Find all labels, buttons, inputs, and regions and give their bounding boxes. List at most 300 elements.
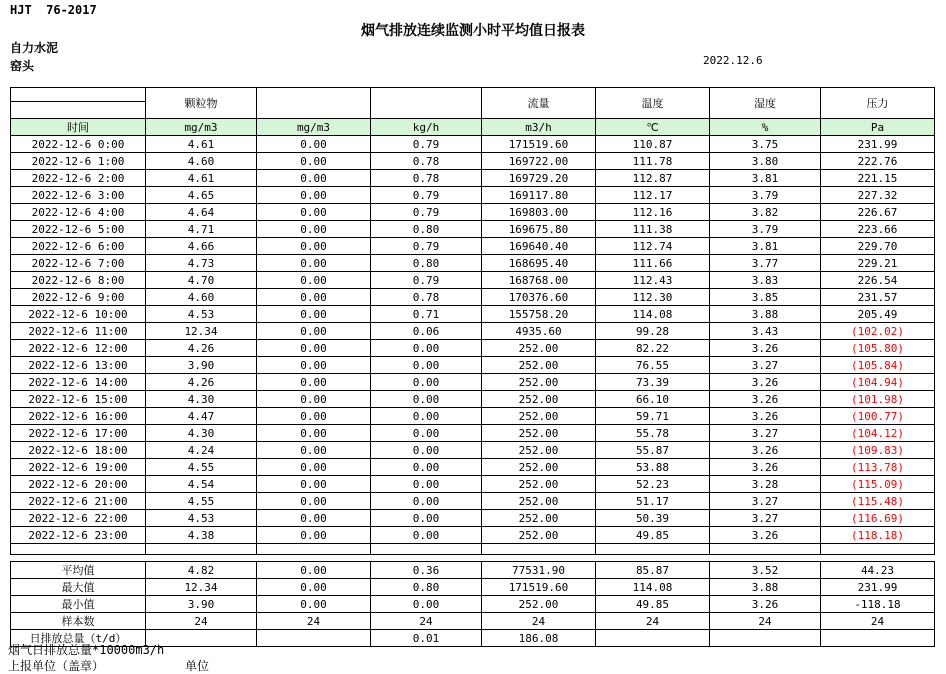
value-cell: 73.39 bbox=[596, 374, 710, 391]
value-cell: 0.00 bbox=[257, 510, 371, 527]
data-row bbox=[11, 340, 935, 357]
value-cell: 55.87 bbox=[596, 442, 710, 459]
value-cell: 4935.60 bbox=[482, 323, 596, 340]
value-cell: 0.00 bbox=[371, 408, 482, 425]
summary-value-cell: 24 bbox=[482, 613, 596, 630]
value-cell: (115.09) bbox=[821, 476, 935, 493]
value-cell: (101.98) bbox=[821, 391, 935, 408]
data-row bbox=[11, 425, 935, 442]
value-cell: 0.00 bbox=[257, 255, 371, 272]
value-cell: 4.60 bbox=[146, 153, 257, 170]
value-cell: 0.00 bbox=[257, 323, 371, 340]
value-cell: 59.71 bbox=[596, 408, 710, 425]
value-cell: 169640.40 bbox=[482, 238, 596, 255]
value-cell: 53.88 bbox=[596, 459, 710, 476]
value-cell: 171519.60 bbox=[482, 136, 596, 153]
time-cell: 2022-12-6 19:00 bbox=[11, 459, 146, 476]
value-cell: 112.17 bbox=[596, 187, 710, 204]
value-cell: 4.54 bbox=[146, 476, 257, 493]
summary-label: 最小值 bbox=[11, 596, 146, 613]
value-cell: 3.26 bbox=[710, 391, 821, 408]
value-cell: (115.48) bbox=[821, 493, 935, 510]
time-cell: 2022-12-6 17:00 bbox=[11, 425, 146, 442]
value-cell: 252.00 bbox=[482, 408, 596, 425]
time-cell: 2022-12-6 5:00 bbox=[11, 221, 146, 238]
unit-cell: mg/m3 bbox=[146, 119, 257, 136]
value-cell: 4.60 bbox=[146, 289, 257, 306]
value-cell: 4.61 bbox=[146, 136, 257, 153]
value-cell: 3.81 bbox=[710, 170, 821, 187]
value-cell: 0.06 bbox=[371, 323, 482, 340]
value-cell: 252.00 bbox=[482, 391, 596, 408]
value-cell: 4.53 bbox=[146, 306, 257, 323]
unit-cell: kg/h bbox=[371, 119, 482, 136]
value-cell: 155758.20 bbox=[482, 306, 596, 323]
value-cell: 169117.80 bbox=[482, 187, 596, 204]
empty-cell bbox=[596, 544, 710, 555]
time-cell: 2022-12-6 8:00 bbox=[11, 272, 146, 289]
value-cell: 66.10 bbox=[596, 391, 710, 408]
value-cell: 205.49 bbox=[821, 306, 935, 323]
group-header-cell bbox=[371, 88, 482, 119]
value-cell: 4.64 bbox=[146, 204, 257, 221]
value-cell: 3.88 bbox=[710, 306, 821, 323]
group-header-cell bbox=[257, 88, 371, 119]
summary-label: 最大值 bbox=[11, 579, 146, 596]
company-name: 自力水泥 bbox=[10, 41, 59, 55]
value-cell: 3.81 bbox=[710, 238, 821, 255]
value-cell: 0.79 bbox=[371, 136, 482, 153]
summary-value-cell: 4.82 bbox=[146, 562, 257, 579]
value-cell: 0.00 bbox=[257, 170, 371, 187]
value-cell: 0.80 bbox=[371, 221, 482, 238]
value-cell: 0.79 bbox=[371, 204, 482, 221]
unit-cell: mg/m3 bbox=[257, 119, 371, 136]
time-cell: 2022-12-6 12:00 bbox=[11, 340, 146, 357]
summary-value-cell: 12.34 bbox=[146, 579, 257, 596]
value-cell: 3.85 bbox=[710, 289, 821, 306]
group-header-cell: 温度 bbox=[596, 88, 710, 119]
gap-row bbox=[11, 555, 935, 562]
value-cell: 0.79 bbox=[371, 187, 482, 204]
value-cell: 0.78 bbox=[371, 153, 482, 170]
value-cell: 99.28 bbox=[596, 323, 710, 340]
summary-value-cell bbox=[710, 630, 821, 647]
value-cell: 3.82 bbox=[710, 204, 821, 221]
time-cell: 2022-12-6 13:00 bbox=[11, 357, 146, 374]
value-cell: 0.00 bbox=[371, 476, 482, 493]
summary-value-cell: 44.23 bbox=[821, 562, 935, 579]
value-cell: 12.34 bbox=[146, 323, 257, 340]
value-cell: 0.00 bbox=[371, 425, 482, 442]
value-cell: 4.70 bbox=[146, 272, 257, 289]
value-cell: 3.77 bbox=[710, 255, 821, 272]
value-cell: (116.69) bbox=[821, 510, 935, 527]
value-cell: 0.00 bbox=[257, 221, 371, 238]
value-cell: 0.00 bbox=[257, 153, 371, 170]
group-header-row bbox=[11, 88, 935, 102]
empty-cell bbox=[482, 544, 596, 555]
value-cell: 55.78 bbox=[596, 425, 710, 442]
value-cell: 252.00 bbox=[482, 357, 596, 374]
value-cell: 168768.00 bbox=[482, 272, 596, 289]
summary-value-cell: 231.99 bbox=[821, 579, 935, 596]
data-row bbox=[11, 527, 935, 544]
data-row bbox=[11, 153, 935, 170]
table-head bbox=[11, 88, 935, 136]
value-cell: 0.00 bbox=[371, 493, 482, 510]
time-cell: 2022-12-6 6:00 bbox=[11, 238, 146, 255]
data-row bbox=[11, 374, 935, 391]
value-cell: 0.00 bbox=[257, 357, 371, 374]
value-cell: 0.00 bbox=[257, 204, 371, 221]
group-header-cell: 压力 bbox=[821, 88, 935, 119]
value-cell: 112.30 bbox=[596, 289, 710, 306]
value-cell: 0.00 bbox=[371, 442, 482, 459]
value-cell: 3.26 bbox=[710, 527, 821, 544]
data-row bbox=[11, 136, 935, 153]
summary-value-cell bbox=[257, 630, 371, 647]
value-cell: 52.23 bbox=[596, 476, 710, 493]
empty-cell bbox=[146, 544, 257, 555]
value-cell: 4.73 bbox=[146, 255, 257, 272]
value-cell: 0.00 bbox=[257, 306, 371, 323]
time-cell: 2022-12-6 9:00 bbox=[11, 289, 146, 306]
value-cell: 3.90 bbox=[146, 357, 257, 374]
time-cell: 2022-12-6 0:00 bbox=[11, 136, 146, 153]
value-cell: 0.00 bbox=[257, 442, 371, 459]
value-cell: (109.83) bbox=[821, 442, 935, 459]
report-table bbox=[10, 87, 935, 647]
value-cell: 4.61 bbox=[146, 170, 257, 187]
time-cell: 2022-12-6 11:00 bbox=[11, 323, 146, 340]
time-cell: 2022-12-6 3:00 bbox=[11, 187, 146, 204]
value-cell: 252.00 bbox=[482, 340, 596, 357]
value-cell: 4.55 bbox=[146, 459, 257, 476]
data-row bbox=[11, 204, 935, 221]
value-cell: 4.26 bbox=[146, 374, 257, 391]
empty-cell bbox=[821, 544, 935, 555]
value-cell: 111.66 bbox=[596, 255, 710, 272]
value-cell: 3.28 bbox=[710, 476, 821, 493]
value-cell: 0.00 bbox=[371, 510, 482, 527]
summary-value-cell: 85.87 bbox=[596, 562, 710, 579]
value-cell: 0.00 bbox=[257, 187, 371, 204]
time-cell: 2022-12-6 10:00 bbox=[11, 306, 146, 323]
summary-value-cell: 3.26 bbox=[710, 596, 821, 613]
time-cell: 2022-12-6 22:00 bbox=[11, 510, 146, 527]
value-cell: 82.22 bbox=[596, 340, 710, 357]
value-cell: 3.27 bbox=[710, 357, 821, 374]
data-row bbox=[11, 459, 935, 476]
summary-row bbox=[11, 579, 935, 596]
value-cell: 3.26 bbox=[710, 459, 821, 476]
value-cell: 0.71 bbox=[371, 306, 482, 323]
value-cell: 252.00 bbox=[482, 374, 596, 391]
time-cell: 2022-12-6 15:00 bbox=[11, 391, 146, 408]
value-cell: 4.38 bbox=[146, 527, 257, 544]
group-header-cell: 流量 bbox=[482, 88, 596, 119]
head-blank-cell bbox=[11, 102, 146, 119]
summary-value-cell bbox=[821, 630, 935, 647]
value-cell: 112.74 bbox=[596, 238, 710, 255]
summary-value-cell: 252.00 bbox=[482, 596, 596, 613]
value-cell: 110.87 bbox=[596, 136, 710, 153]
reporting-unit-label: 上报单位（盖章） bbox=[8, 659, 105, 673]
value-cell: 0.00 bbox=[257, 391, 371, 408]
value-cell: 0.78 bbox=[371, 289, 482, 306]
value-cell: 112.43 bbox=[596, 272, 710, 289]
value-cell: 252.00 bbox=[482, 527, 596, 544]
value-cell: 3.26 bbox=[710, 442, 821, 459]
data-row bbox=[11, 289, 935, 306]
value-cell: 114.08 bbox=[596, 306, 710, 323]
value-cell: (104.12) bbox=[821, 425, 935, 442]
value-cell: 112.87 bbox=[596, 170, 710, 187]
summary-label: 平均值 bbox=[11, 562, 146, 579]
value-cell: 0.00 bbox=[257, 374, 371, 391]
value-cell: 4.30 bbox=[146, 425, 257, 442]
empty-row bbox=[11, 544, 935, 555]
value-cell: 0.00 bbox=[371, 391, 482, 408]
value-cell: 0.80 bbox=[371, 255, 482, 272]
doc-code: HJT 76-2017 bbox=[10, 3, 97, 17]
value-cell: (113.78) bbox=[821, 459, 935, 476]
summary-row bbox=[11, 562, 935, 579]
value-cell: 0.00 bbox=[371, 340, 482, 357]
value-cell: 3.75 bbox=[710, 136, 821, 153]
value-cell: 4.71 bbox=[146, 221, 257, 238]
value-cell: 0.00 bbox=[257, 408, 371, 425]
value-cell: 231.99 bbox=[821, 136, 935, 153]
value-cell: 0.00 bbox=[257, 527, 371, 544]
unit-cell: m3/h bbox=[482, 119, 596, 136]
value-cell: 229.70 bbox=[821, 238, 935, 255]
summary-value-cell: -118.18 bbox=[821, 596, 935, 613]
summary-value-cell: 186.08 bbox=[482, 630, 596, 647]
value-cell: 222.76 bbox=[821, 153, 935, 170]
data-row bbox=[11, 476, 935, 493]
value-cell: 0.00 bbox=[371, 527, 482, 544]
value-cell: 223.66 bbox=[821, 221, 935, 238]
value-cell: 3.27 bbox=[710, 493, 821, 510]
value-cell: 0.00 bbox=[257, 238, 371, 255]
summary-value-cell: 24 bbox=[257, 613, 371, 630]
value-cell: 252.00 bbox=[482, 493, 596, 510]
value-cell: 51.17 bbox=[596, 493, 710, 510]
summary-value-cell: 0.00 bbox=[257, 579, 371, 596]
value-cell: 4.24 bbox=[146, 442, 257, 459]
time-cell: 2022-12-6 18:00 bbox=[11, 442, 146, 459]
unit-cell: % bbox=[710, 119, 821, 136]
value-cell: 4.30 bbox=[146, 391, 257, 408]
summary-value-cell: 0.00 bbox=[257, 596, 371, 613]
value-cell: 111.78 bbox=[596, 153, 710, 170]
value-cell: 0.79 bbox=[371, 272, 482, 289]
table-body bbox=[11, 136, 935, 647]
report-date: 2022.12.6 bbox=[703, 54, 763, 67]
value-cell: 252.00 bbox=[482, 510, 596, 527]
summary-row bbox=[11, 596, 935, 613]
empty-cell bbox=[11, 544, 146, 555]
value-cell: 169675.80 bbox=[482, 221, 596, 238]
summary-value-cell bbox=[596, 630, 710, 647]
summary-value-cell: 24 bbox=[596, 613, 710, 630]
value-cell: 169722.00 bbox=[482, 153, 596, 170]
value-cell: 0.00 bbox=[257, 340, 371, 357]
data-row bbox=[11, 493, 935, 510]
summary-value-cell: 24 bbox=[821, 613, 935, 630]
station-name: 窑头 bbox=[10, 59, 35, 73]
value-cell: 3.79 bbox=[710, 187, 821, 204]
value-cell: 111.38 bbox=[596, 221, 710, 238]
value-cell: 168695.40 bbox=[482, 255, 596, 272]
value-cell: 49.85 bbox=[596, 527, 710, 544]
value-cell: 226.67 bbox=[821, 204, 935, 221]
value-cell: 231.57 bbox=[821, 289, 935, 306]
value-cell: 4.65 bbox=[146, 187, 257, 204]
data-row bbox=[11, 442, 935, 459]
summary-value-cell: 3.88 bbox=[710, 579, 821, 596]
value-cell: 3.79 bbox=[710, 221, 821, 238]
summary-value-cell: 77531.90 bbox=[482, 562, 596, 579]
summary-value-cell: 114.08 bbox=[596, 579, 710, 596]
value-cell: 252.00 bbox=[482, 442, 596, 459]
empty-cell bbox=[710, 544, 821, 555]
value-cell: 3.26 bbox=[710, 374, 821, 391]
time-header-cell: 时间 bbox=[11, 119, 146, 136]
value-cell: 112.16 bbox=[596, 204, 710, 221]
page-title: 烟气排放连续监测小时平均值日报表 bbox=[361, 23, 585, 39]
value-cell: 169803.00 bbox=[482, 204, 596, 221]
data-row bbox=[11, 391, 935, 408]
value-cell: 229.21 bbox=[821, 255, 935, 272]
value-cell: 169729.20 bbox=[482, 170, 596, 187]
value-cell: 170376.60 bbox=[482, 289, 596, 306]
summary-value-cell: 0.80 bbox=[371, 579, 482, 596]
summary-value-cell: 171519.60 bbox=[482, 579, 596, 596]
time-cell: 2022-12-6 1:00 bbox=[11, 153, 146, 170]
value-cell: 226.54 bbox=[821, 272, 935, 289]
summary-value-cell: 24 bbox=[371, 613, 482, 630]
data-row bbox=[11, 221, 935, 238]
summary-row bbox=[11, 613, 935, 630]
summary-label: 日排放总量（t/d） bbox=[11, 630, 146, 647]
time-cell: 2022-12-6 16:00 bbox=[11, 408, 146, 425]
value-cell: 3.26 bbox=[710, 340, 821, 357]
flow-total-footnote: 烟气日排放总量*10000m3/h bbox=[8, 643, 165, 657]
summary-value-cell: 0.36 bbox=[371, 562, 482, 579]
value-cell: 0.78 bbox=[371, 170, 482, 187]
value-cell: 0.00 bbox=[257, 289, 371, 306]
data-row bbox=[11, 238, 935, 255]
head-blank-cell bbox=[11, 88, 146, 102]
value-cell: 4.55 bbox=[146, 493, 257, 510]
value-cell: 3.43 bbox=[710, 323, 821, 340]
unit-label: 单位 bbox=[185, 659, 210, 673]
value-cell: (102.02) bbox=[821, 323, 935, 340]
summary-value-cell: 3.90 bbox=[146, 596, 257, 613]
value-cell: 252.00 bbox=[482, 459, 596, 476]
data-row bbox=[11, 510, 935, 527]
value-cell: 0.00 bbox=[257, 425, 371, 442]
value-cell: (105.84) bbox=[821, 357, 935, 374]
summary-value-cell: 0.00 bbox=[257, 562, 371, 579]
summary-value-cell: 24 bbox=[710, 613, 821, 630]
data-row bbox=[11, 306, 935, 323]
value-cell: 0.00 bbox=[371, 459, 482, 476]
value-cell: 221.15 bbox=[821, 170, 935, 187]
value-cell: 0.00 bbox=[257, 136, 371, 153]
value-cell: 3.83 bbox=[710, 272, 821, 289]
value-cell: (100.77) bbox=[821, 408, 935, 425]
time-cell: 2022-12-6 14:00 bbox=[11, 374, 146, 391]
value-cell: 227.32 bbox=[821, 187, 935, 204]
value-cell: 252.00 bbox=[482, 476, 596, 493]
value-cell: 0.00 bbox=[257, 476, 371, 493]
data-row bbox=[11, 187, 935, 204]
value-cell: 4.26 bbox=[146, 340, 257, 357]
value-cell: 0.79 bbox=[371, 238, 482, 255]
unit-header-row bbox=[11, 119, 935, 136]
group-header-cell: 颗粒物 bbox=[146, 88, 257, 119]
data-row bbox=[11, 170, 935, 187]
data-row bbox=[11, 408, 935, 425]
value-cell: 3.27 bbox=[710, 510, 821, 527]
time-cell: 2022-12-6 21:00 bbox=[11, 493, 146, 510]
time-cell: 2022-12-6 4:00 bbox=[11, 204, 146, 221]
time-cell: 2022-12-6 7:00 bbox=[11, 255, 146, 272]
gap-cell bbox=[11, 555, 935, 562]
value-cell: (105.80) bbox=[821, 340, 935, 357]
unit-cell: Pa bbox=[821, 119, 935, 136]
value-cell: 3.27 bbox=[710, 425, 821, 442]
summary-value-cell: 24 bbox=[146, 613, 257, 630]
group-header-cell: 湿度 bbox=[710, 88, 821, 119]
summary-value-cell: 0.00 bbox=[371, 596, 482, 613]
value-cell: 252.00 bbox=[482, 425, 596, 442]
value-cell: 0.00 bbox=[371, 357, 482, 374]
value-cell: 4.53 bbox=[146, 510, 257, 527]
value-cell: 50.39 bbox=[596, 510, 710, 527]
value-cell: 0.00 bbox=[257, 459, 371, 476]
value-cell: 4.47 bbox=[146, 408, 257, 425]
value-cell: 0.00 bbox=[257, 272, 371, 289]
data-row bbox=[11, 323, 935, 340]
value-cell: 3.80 bbox=[710, 153, 821, 170]
value-cell: 0.00 bbox=[371, 374, 482, 391]
unit-cell: ℃ bbox=[596, 119, 710, 136]
value-cell: 76.55 bbox=[596, 357, 710, 374]
value-cell: 3.26 bbox=[710, 408, 821, 425]
summary-value-cell: 0.01 bbox=[371, 630, 482, 647]
value-cell: (104.94) bbox=[821, 374, 935, 391]
time-cell: 2022-12-6 23:00 bbox=[11, 527, 146, 544]
empty-cell bbox=[371, 544, 482, 555]
value-cell: 4.66 bbox=[146, 238, 257, 255]
summary-value-cell: 3.52 bbox=[710, 562, 821, 579]
time-cell: 2022-12-6 20:00 bbox=[11, 476, 146, 493]
summary-value-cell: 49.85 bbox=[596, 596, 710, 613]
data-row bbox=[11, 272, 935, 289]
data-row bbox=[11, 255, 935, 272]
summary-label: 样本数 bbox=[11, 613, 146, 630]
value-cell: (118.18) bbox=[821, 527, 935, 544]
data-row bbox=[11, 357, 935, 374]
value-cell: 0.00 bbox=[257, 493, 371, 510]
empty-cell bbox=[257, 544, 371, 555]
time-cell: 2022-12-6 2:00 bbox=[11, 170, 146, 187]
